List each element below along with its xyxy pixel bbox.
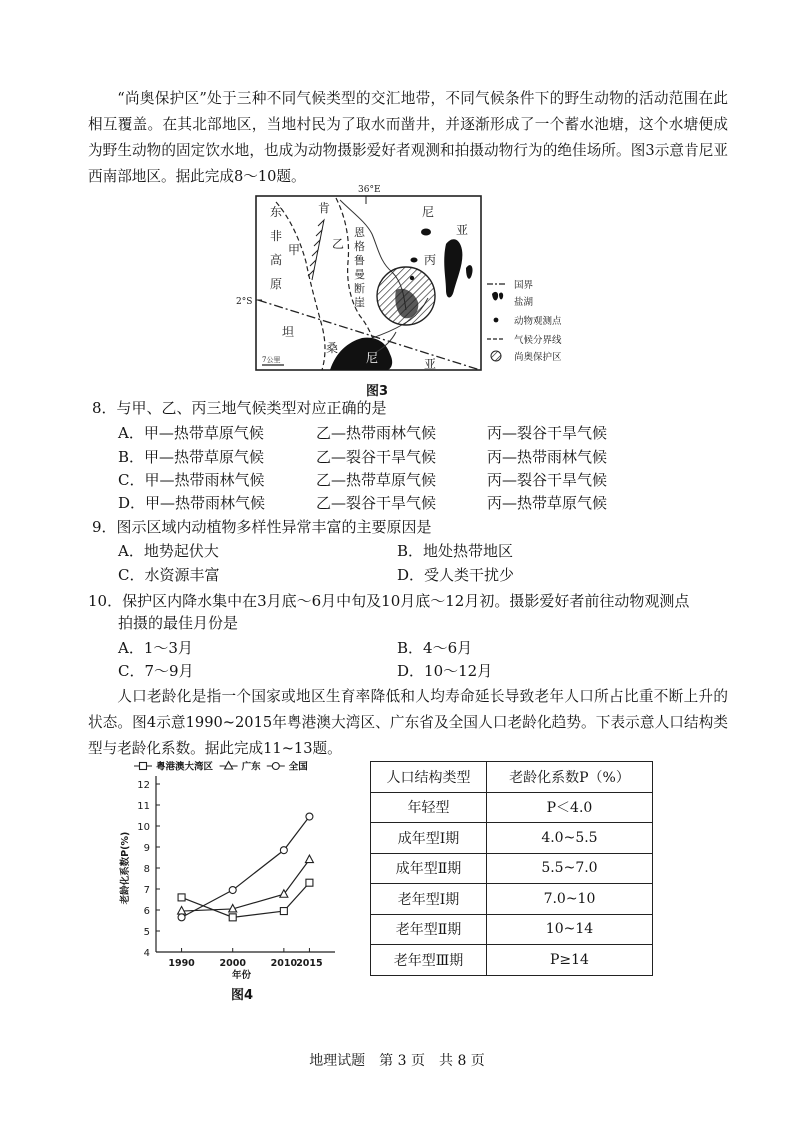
table-row: 成年型Ⅱ期 5.5~7.0	[371, 853, 653, 884]
q8-option-c-jia: C．甲—热带雨林气候	[118, 471, 265, 489]
svg-text:非: 非	[270, 229, 283, 243]
legend-marker-1	[225, 762, 233, 770]
q9-option-a: A．地势起伏大	[118, 542, 219, 560]
x-tick-label: 2010	[270, 958, 298, 969]
q8-option-b-bing: 丙—热带雨林气候	[487, 448, 608, 466]
svg-text:东: 东	[270, 205, 283, 219]
aging-coefficient-table	[370, 761, 653, 976]
table-header-structure-type: 人口结构类型	[371, 762, 487, 793]
series-line-2	[182, 817, 310, 918]
y-tick-label: 4	[143, 948, 150, 959]
svg-text:尚奥保护区: 尚奥保护区	[514, 352, 562, 363]
figure-4-caption: 图4	[231, 988, 254, 1003]
legend-label-2: 全国	[288, 761, 308, 773]
q8-option-c-bing: 丙—裂谷干旱气候	[487, 471, 608, 489]
data-point-0-2	[280, 908, 287, 915]
x-axis-label: 年份	[231, 970, 252, 981]
table-row: 老年型Ⅲ期 P≥14	[371, 945, 653, 976]
table-header-coefficient: 老龄化系数P（%）	[486, 762, 652, 793]
legend-label-0: 粤港澳大湾区	[156, 761, 214, 773]
q9-option-b: B．地处热带地区	[397, 542, 514, 560]
data-point-0-3	[306, 879, 313, 886]
longitude-label: 36°E	[358, 185, 381, 195]
y-axis-label: 老龄化系数P(%)	[120, 831, 131, 905]
legend-marker-2	[272, 763, 279, 770]
y-tick-label: 9	[143, 843, 150, 854]
y-tick-label: 6	[143, 906, 150, 917]
label-jia: 甲	[288, 243, 301, 257]
y-tick-label: 8	[143, 864, 150, 875]
svg-text:亚: 亚	[456, 223, 469, 237]
series-line-0	[182, 883, 310, 918]
label-yi: 乙	[332, 237, 345, 251]
svg-text:坦: 坦	[282, 325, 295, 339]
legend-marker-0	[140, 763, 147, 770]
latitude-label: 2°S	[236, 297, 253, 307]
q8-option-a-jia: A．甲—热带草原气候	[118, 424, 264, 442]
x-tick-label: 2000	[219, 958, 246, 969]
svg-text:断: 断	[354, 282, 365, 295]
y-tick-label: 12	[137, 780, 150, 791]
table-row: 年轻型 P＜4.0	[371, 792, 653, 823]
svg-text:桑: 桑	[326, 341, 339, 355]
q8-option-a-bing: 丙—裂谷干旱气候	[487, 424, 608, 442]
map-legend	[487, 280, 562, 363]
svg-text:鲁: 鲁	[354, 254, 365, 267]
svg-text:尼: 尼	[422, 205, 435, 219]
figure-3-caption: 图3	[366, 384, 389, 399]
q8-option-a-yi: 乙—热带雨林气候	[316, 424, 437, 442]
intro-paragraph-1: “尚奥保护区”处于三种不同气候类型的交汇地带，不同气候条件下的野生动物的活动范围在此相互覆盖。在其北部地区，当地村民为了取水而凿井，并逐渐形成了一个蓄水池塘，这个水塘便成为野生动物的固定饮水地，也成为动物摄影爱好者观测和拍摄动物行为的绝佳场所。图3示意肯尼亚西南部地区。据此完成8～10题。	[88, 90, 728, 185]
svg-text:盐湖: 盐湖	[514, 297, 534, 308]
question-10-stem-line1: 10．保护区内降水集中在3月底～6月中旬及10月底～12月初。摄影爱好者前往动物观测点	[88, 592, 690, 610]
data-point-1-0	[178, 907, 186, 915]
svg-text:恩: 恩	[354, 226, 365, 239]
data-point-0-1	[229, 914, 236, 921]
question-9-stem: 9．图示区域内动植物多样性异常丰富的主要原因是	[92, 518, 432, 536]
data-point-1-3	[305, 855, 313, 863]
page-footer: 地理试题 第 3 页 共 8 页	[309, 1053, 485, 1069]
scale-label: 7公里	[262, 356, 281, 364]
data-point-2-0	[178, 914, 185, 921]
data-point-0-0	[178, 894, 185, 901]
svg-text:国界: 国界	[514, 280, 534, 291]
label-bing: 丙	[424, 253, 437, 267]
data-point-2-3	[306, 813, 313, 820]
q8-option-d-jia: D．甲—热带雨林气候	[118, 494, 266, 512]
question-10-stem-line2: 拍摄的最佳月份是	[118, 614, 239, 632]
y-tick-label: 11	[137, 801, 150, 812]
data-point-2-2	[280, 847, 287, 854]
q10-option-d: D．10～12月	[397, 662, 493, 680]
x-tick-label: 2015	[296, 958, 323, 969]
question-8-stem: 8．与甲、乙、丙三地气候类型对应正确的是	[92, 399, 387, 417]
svg-text:崖: 崖	[354, 296, 365, 309]
svg-text:尼: 尼	[366, 351, 379, 365]
svg-text:肯: 肯	[318, 201, 331, 215]
q8-option-b-yi: 乙—裂谷干旱气候	[316, 448, 437, 466]
y-tick-label: 10	[137, 822, 150, 833]
q10-option-c: C．7～9月	[118, 662, 194, 680]
x-tick-label: 1990	[168, 958, 195, 969]
q8-option-b-jia: B．甲—热带草原气候	[118, 448, 265, 466]
svg-text:曼: 曼	[354, 268, 365, 281]
data-point-2-1	[229, 887, 236, 894]
svg-text:动物观测点: 动物观测点	[514, 316, 562, 327]
kenya-map-figure	[236, 185, 562, 374]
table-row: 老年型Ⅰ期 7.0~10	[371, 884, 653, 915]
observation-point	[410, 276, 414, 280]
aging-trend-line-chart	[110, 752, 350, 982]
table-row: 成年型Ⅰ期 4.0~5.5	[371, 823, 653, 854]
svg-text:格: 格	[354, 240, 365, 253]
q10-option-a: A．1～3月	[118, 639, 193, 657]
q9-option-c: C．水资源丰富	[118, 566, 220, 584]
svg-text:亚: 亚	[424, 357, 437, 371]
svg-text:气候分界线: 气候分界线	[514, 335, 562, 346]
svg-text:原: 原	[270, 277, 283, 291]
q10-option-b: B．4～6月	[397, 639, 473, 657]
table-header-row	[371, 762, 653, 793]
q8-option-d-bing: 丙—热带草原气候	[487, 494, 608, 512]
q8-option-c-yi: 乙—热带草原气候	[316, 471, 437, 489]
q9-option-d: D．受人类干扰少	[397, 566, 515, 584]
svg-text:高: 高	[270, 253, 283, 267]
intro-paragraph-2: 人口老龄化是指一个国家或地区生育率降低和人均寿命延长导致老年人口所占比重不断上升的状态。图4示意1990~2015年粤港澳大湾区、广东省及全国人口老龄化趋势。下表示意人口结构类型与老龄化系数。据此完成11~13题。	[88, 688, 728, 757]
q8-option-d-yi: 乙—裂谷干旱气候	[316, 494, 437, 512]
table-row: 老年型Ⅱ期 10~14	[371, 914, 653, 945]
legend-label-1: 广东	[241, 761, 261, 773]
y-tick-label: 7	[143, 885, 150, 896]
y-tick-label: 5	[143, 927, 150, 938]
